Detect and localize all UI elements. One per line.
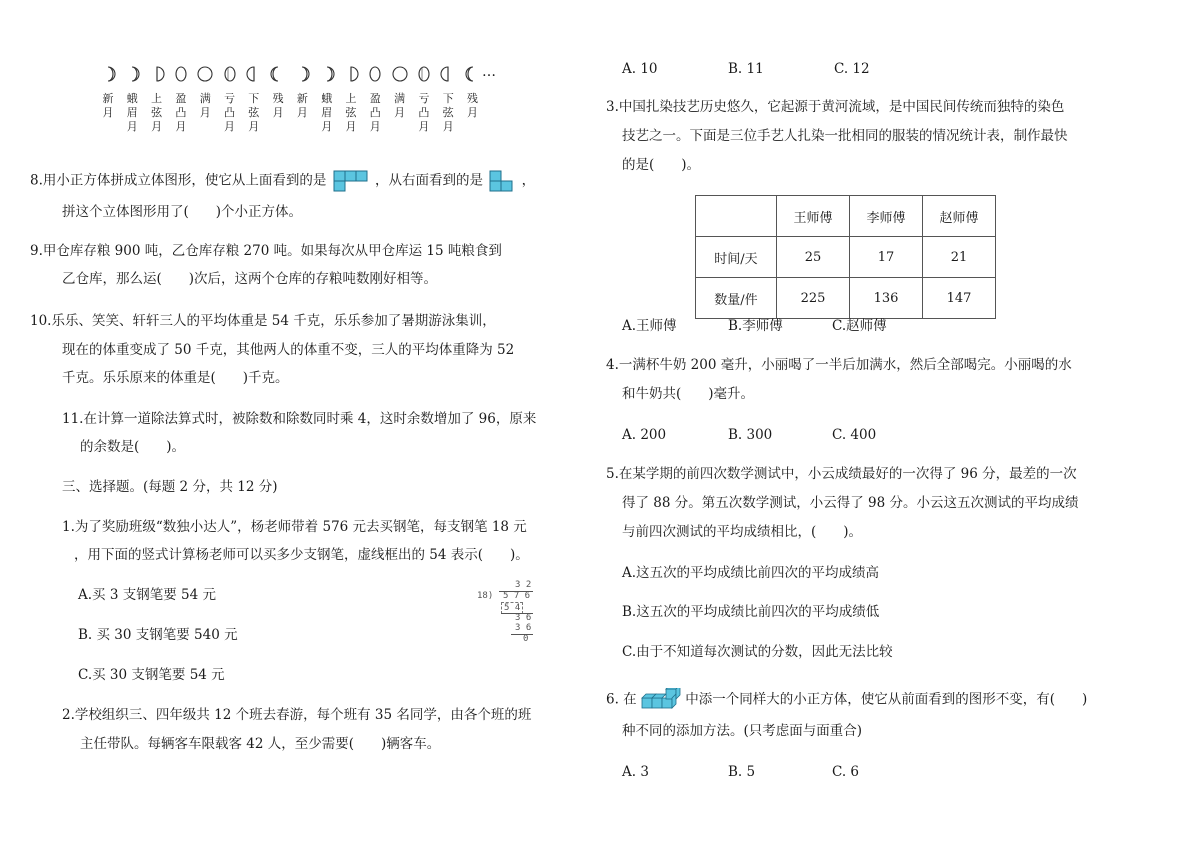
moon-phase-strip (100, 66, 500, 136)
moon-phase-label: 下 弦 月 (248, 92, 260, 133)
table-header-cell (696, 196, 777, 237)
moon-phase-label: 残 月 (272, 92, 284, 119)
choice-1-option-c[interactable]: C.买 30 支钢笔要 54 元 (78, 667, 225, 683)
waxing-gibbous-icon (173, 66, 189, 82)
choice-4-line-2: 和牛奶共( )毫升。 (622, 386, 755, 402)
moon-phase-label: 残 月 (467, 92, 478, 119)
right-view-cubes-icon (489, 170, 515, 192)
table-header-row (696, 196, 996, 237)
choice-1-option-b[interactable]: B. 买 30 支钢笔要 540 元 (78, 627, 238, 643)
moon-phase-label: 满 月 (199, 92, 211, 119)
moon-phase-label: 新 月 (102, 92, 114, 119)
table-cell: 时间/天 (696, 237, 777, 278)
choice-3-line-3: 的是( )。 (622, 157, 701, 173)
question-10-line-3: 千克。乐乐原来的体重是( )千克。 (62, 370, 289, 386)
choice-5-line-1: 5.在某学期的前四次数学测试中，小云成绩最好的一次得了 96 分，最差的一次 (606, 466, 1077, 482)
full-moon-icon (392, 66, 408, 82)
long-division-figure (477, 580, 537, 646)
waning-crescent-icon (465, 66, 481, 82)
waxing-crescent-icon (294, 66, 310, 82)
choice-2-line-2: 主任带队。每辆客车限载客 42 人，至少需要( )辆客车。 (80, 736, 441, 752)
moon-phase-label: 亏 凸 月 (418, 92, 430, 133)
quotient: 3 2 (515, 580, 532, 590)
choice-4-option-b[interactable]: B. 300 (728, 427, 773, 443)
choice-6-line-2: 种不同的添加方法。(只考虑面与面重合) (622, 723, 863, 739)
choice-1-option-a[interactable]: A.买 3 支钢笔要 54 元 (78, 587, 216, 603)
first-quarter-icon (343, 66, 359, 82)
full-moon-icon (197, 66, 213, 82)
table-cell: 21 (923, 237, 996, 278)
table-cell: 147 (923, 278, 996, 319)
final-remainder: 0 (523, 634, 529, 644)
choice-6-option-a[interactable]: A. 3 (622, 764, 649, 780)
moon-phase-label: 新 月 (296, 92, 308, 119)
cube-stack-icon (641, 688, 681, 712)
question-8-line-1 (30, 170, 535, 192)
choice-4-option-c[interactable]: C. 400 (832, 427, 877, 443)
moon-phase-label: 蛾 眉 月 (126, 92, 138, 133)
choice-6-option-b[interactable]: B. 5 (728, 764, 756, 780)
choice-6-option-c[interactable]: C. 6 (832, 764, 860, 780)
choice-6-line-1 (606, 688, 1087, 712)
question-11-line-2: 的余数是( )。 (80, 439, 186, 455)
choice-3-option-c[interactable]: C.赵师傅 (832, 318, 887, 334)
choice-2-option-c[interactable]: C. 12 (834, 61, 870, 77)
choice-5-line-2: 得了 88 分。第五次数学测试，小云得了 98 分。小云这五次测试的平均成绩 (622, 495, 1079, 511)
waxing-crescent-icon (319, 66, 335, 82)
moon-phase-label: 下 弦 月 (442, 92, 454, 133)
table-cell: 136 (850, 278, 923, 319)
moon-strip-ellipsis: … (482, 64, 496, 80)
waxing-crescent-icon (100, 66, 116, 82)
top-view-cubes-icon (333, 170, 369, 192)
choice-3-option-b[interactable]: B.李师傅 (728, 318, 783, 334)
choice-2-line-1: 2.学校组织三、四年级共 12 个班去春游，每个班有 35 名同学，由各个班的班 (62, 707, 532, 723)
choice-5-option-a[interactable]: A.这五次的平均成绩比前四次的平均成绩高 (622, 565, 880, 581)
table-cell: 25 (777, 237, 850, 278)
remainder-1: 3 6 (515, 613, 532, 623)
question-8-text-c: ， (521, 172, 536, 189)
moon-phase-label: 上 弦 月 (345, 92, 357, 133)
table-row (696, 237, 996, 278)
question-8-line-2: 拼这个立体图形用了( )个小正方体。 (62, 204, 303, 220)
choice-1-line-2: ，用下面的竖式计算杨老师可以买多少支钢笔，虚线框出的 54 表示( )。 (74, 547, 529, 563)
choice-3-line-2: 技艺之一。下面是三位手艺人扎染一批相同的服装的情况统计表，制作最快 (622, 128, 1068, 144)
waning-gibbous-icon (222, 66, 238, 82)
moon-phase-label: 蛾 眉 月 (321, 92, 333, 133)
choice-2-option-b[interactable]: B. 11 (728, 61, 764, 77)
question-9-line-2: 乙仓库，那么运( )次后，这两个仓库的存粮吨数刚好相等。 (62, 271, 438, 287)
question-11-line-1: 11.在计算一道除法算式时，被除数和除数同时乘 4，这时余数增加了 96，原来 (62, 411, 537, 427)
question-8-text-a: 8.用小正方体拼成立体图形，使它从上面看到的是 (30, 172, 327, 189)
choice-5-line-3: 与前四次测试的平均成绩相比，( )。 (622, 524, 863, 540)
subtract-line-2 (511, 634, 533, 635)
choice-3-line-1: 3.中国扎染技艺历史悠久，它起源于黄河流域，是中国民间传统而独特的染色 (606, 99, 1065, 115)
choice-5-option-b[interactable]: B.这五次的平均成绩比前四次的平均成绩低 (622, 604, 880, 620)
table-header-cell: 赵师傅 (923, 196, 996, 237)
waning-gibbous-icon (416, 66, 432, 82)
choice-4-option-a[interactable]: A. 200 (622, 427, 667, 443)
tie-dye-stats-table (695, 195, 996, 319)
moon-phase-label: 盈 凸 月 (175, 92, 187, 133)
section-3-heading: 三、选择题。(每题 2 分，共 12 分) (62, 479, 278, 495)
question-9-line-1: 9.甲仓库存粮 900 吨，乙仓库存粮 270 吨。如果每次从甲仓库运 15 吨粮食到 (30, 243, 502, 259)
question-10-line-1: 10.乐乐、笑笑、轩轩三人的平均体重是 54 千克，乐乐参加了暑期游泳集训， (30, 313, 496, 329)
waning-crescent-icon (270, 66, 286, 82)
dashed-box-54: 5 4 (501, 602, 523, 614)
question-8-text-b: ，从右面看到的是 (374, 172, 483, 189)
choice-2-option-a[interactable]: A. 10 (622, 61, 658, 77)
first-quarter-icon (149, 66, 165, 82)
divisor: 18) (477, 591, 494, 601)
waxing-crescent-icon (124, 66, 140, 82)
choice-6-text-b: 中添一个同样大的小正方体，使它从前面看到的图形不变，有( ) (685, 691, 1088, 708)
last-quarter-icon (440, 66, 456, 82)
table-header-cell: 李师傅 (850, 196, 923, 237)
table-row (696, 278, 996, 319)
moon-phase-label: 亏 凸 月 (224, 92, 235, 133)
choice-1-line-1: 1.为了奖励班级“数独小达人”，杨老师带着 576 元去买钢笔，每支钢笔 18 元 (62, 519, 527, 535)
table-cell: 17 (850, 237, 923, 278)
remainder-2: 3 6 (515, 623, 532, 633)
choice-4-line-1: 4.一满杯牛奶 200 毫升，小丽喝了一半后加满水，然后全部喝完。小丽喝的水 (606, 357, 1072, 373)
question-10-line-2: 现在的体重变成了 50 千克，其他两人的体重不变，三人的平均体重降为 52 (62, 342, 515, 358)
choice-6-text-a: 6. 在 (606, 691, 637, 708)
moon-phase-label: 满 月 (394, 92, 406, 119)
choice-3-option-a[interactable]: A.王师傅 (622, 318, 677, 334)
last-quarter-icon (246, 66, 262, 82)
dividend: 5 7 6 (503, 591, 531, 601)
table-cell: 数量/件 (696, 278, 777, 319)
waxing-gibbous-icon (367, 66, 383, 82)
moon-phase-label: 上 弦 月 (151, 92, 163, 133)
table-cell: 225 (777, 278, 850, 319)
table-header-cell: 王师傅 (777, 196, 850, 237)
moon-phase-label: 盈 凸 月 (369, 92, 381, 133)
choice-5-option-c[interactable]: C.由于不知道每次测试的分数，因此无法比较 (622, 644, 893, 660)
